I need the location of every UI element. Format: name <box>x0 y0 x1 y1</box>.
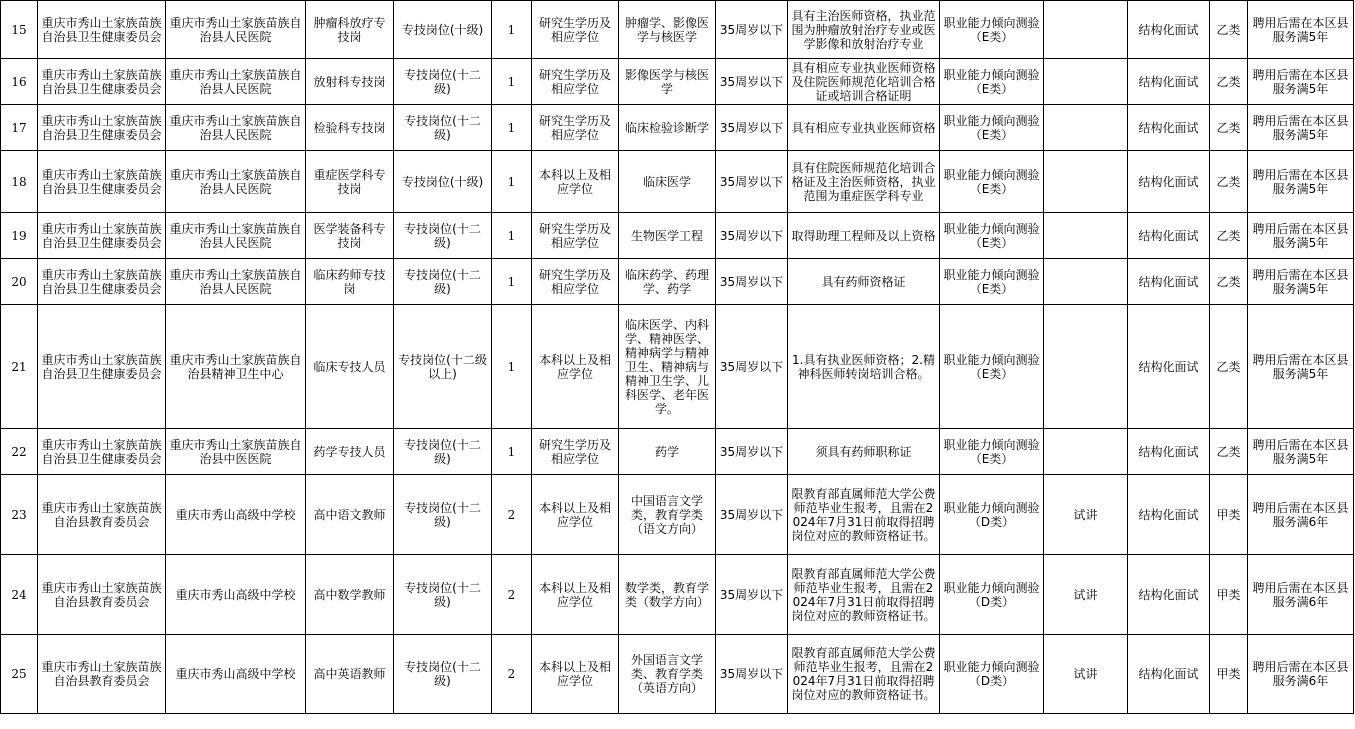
written-test-cell: 职业能力倾向测验（E类） <box>940 213 1044 259</box>
education-cell: 本科以上及相应学位 <box>532 635 619 714</box>
note-cell: 聘用后需在本区县服务满5年 <box>1248 305 1354 429</box>
post-type-cell: 专技岗位(十二级) <box>394 475 492 555</box>
department-cell: 重庆市秀山土家族苗族自治县卫生健康委员会 <box>38 59 166 105</box>
interview-cell: 结构化面试 <box>1128 1 1210 59</box>
row-number: 15 <box>1 1 38 59</box>
table-body <box>1 1 1354 714</box>
requirements-cell: 具有住院医师规范化培训合格证及主治医师资格，执业范围为重症医学科专业 <box>788 151 940 213</box>
unit-cell: 重庆市秀山高级中学校 <box>166 555 306 635</box>
post-name-cell: 临床药师专技岗 <box>306 259 394 305</box>
requirements-cell: 限教育部直属师范大学公费师范毕业生报考，且需在2024年7月31日前取得招聘岗位对应的教师资格证书。 <box>788 475 940 555</box>
post-type-cell: 专技岗位(十二级以上) <box>394 305 492 429</box>
post-type-cell: 专技岗位(十二级) <box>394 259 492 305</box>
requirements-cell: 具有相应专业执业医师资格 <box>788 105 940 151</box>
major-cell: 临床检验诊断学 <box>619 105 716 151</box>
post-name-cell: 放射科专技岗 <box>306 59 394 105</box>
education-cell: 本科以上及相应学位 <box>532 475 619 555</box>
category-cell: 乙类 <box>1210 1 1248 59</box>
row-number: 16 <box>1 59 38 105</box>
requirements-cell: 具有药师资格证 <box>788 259 940 305</box>
age-cell: 35周岁以下 <box>716 429 788 475</box>
education-cell: 研究生学历及相应学位 <box>532 1 619 59</box>
post-type-cell: 专技岗位(十二级) <box>394 555 492 635</box>
department-cell: 重庆市秀山土家族苗族自治县卫生健康委员会 <box>38 305 166 429</box>
row-number: 21 <box>1 305 38 429</box>
headcount-cell: 1 <box>492 305 532 429</box>
category-cell: 乙类 <box>1210 151 1248 213</box>
unit-cell: 重庆市秀山高级中学校 <box>166 635 306 714</box>
headcount-cell: 1 <box>492 1 532 59</box>
row-number: 17 <box>1 105 38 151</box>
education-cell: 研究生学历及相应学位 <box>532 105 619 151</box>
department-cell: 重庆市秀山土家族苗族自治县教育委员会 <box>38 635 166 714</box>
unit-cell: 重庆市秀山土家族苗族自治县中医医院 <box>166 429 306 475</box>
headcount-cell: 1 <box>492 59 532 105</box>
note-cell: 聘用后需在本区县服务满6年 <box>1248 635 1354 714</box>
unit-cell: 重庆市秀山高级中学校 <box>166 475 306 555</box>
education-cell: 本科以上及相应学位 <box>532 305 619 429</box>
major-cell: 临床药学、药理学、药学 <box>619 259 716 305</box>
table-row <box>1 429 1354 475</box>
post-name-cell: 高中数学教师 <box>306 555 394 635</box>
note-cell: 聘用后需在本区县服务满5年 <box>1248 1 1354 59</box>
row-number: 20 <box>1 259 38 305</box>
requirements-cell: 1.具有执业医师资格；2.精神科医师转岗培训合格。 <box>788 305 940 429</box>
department-cell: 重庆市秀山土家族苗族自治县教育委员会 <box>38 555 166 635</box>
education-cell: 研究生学历及相应学位 <box>532 59 619 105</box>
education-cell: 研究生学历及相应学位 <box>532 429 619 475</box>
skill-test-cell <box>1044 305 1128 429</box>
post-name-cell: 重症医学科专技岗 <box>306 151 394 213</box>
headcount-cell: 2 <box>492 475 532 555</box>
row-number: 25 <box>1 635 38 714</box>
age-cell: 35周岁以下 <box>716 259 788 305</box>
department-cell: 重庆市秀山土家族苗族自治县卫生健康委员会 <box>38 105 166 151</box>
headcount-cell: 1 <box>492 429 532 475</box>
age-cell: 35周岁以下 <box>716 213 788 259</box>
interview-cell: 结构化面试 <box>1128 59 1210 105</box>
interview-cell: 结构化面试 <box>1128 475 1210 555</box>
skill-test-cell <box>1044 429 1128 475</box>
table-row <box>1 305 1354 429</box>
category-cell: 甲类 <box>1210 555 1248 635</box>
education-cell: 本科以上及相应学位 <box>532 555 619 635</box>
row-number: 23 <box>1 475 38 555</box>
skill-test-cell <box>1044 213 1128 259</box>
age-cell: 35周岁以下 <box>716 635 788 714</box>
headcount-cell: 1 <box>492 105 532 151</box>
written-test-cell: 职业能力倾向测验（E类） <box>940 429 1044 475</box>
department-cell: 重庆市秀山土家族苗族自治县教育委员会 <box>38 475 166 555</box>
skill-test-cell: 试讲 <box>1044 635 1128 714</box>
row-number: 22 <box>1 429 38 475</box>
post-type-cell: 专技岗位(十二级) <box>394 59 492 105</box>
unit-cell: 重庆市秀山土家族苗族自治县人民医院 <box>166 59 306 105</box>
written-test-cell: 职业能力倾向测验（D类） <box>940 555 1044 635</box>
table-row <box>1 1 1354 59</box>
interview-cell: 结构化面试 <box>1128 259 1210 305</box>
major-cell: 生物医学工程 <box>619 213 716 259</box>
education-cell: 本科以上及相应学位 <box>532 151 619 213</box>
age-cell: 35周岁以下 <box>716 475 788 555</box>
department-cell: 重庆市秀山土家族苗族自治县卫生健康委员会 <box>38 1 166 59</box>
major-cell: 药学 <box>619 429 716 475</box>
age-cell: 35周岁以下 <box>716 105 788 151</box>
skill-test-cell <box>1044 259 1128 305</box>
interview-cell: 结构化面试 <box>1128 151 1210 213</box>
post-type-cell: 专技岗位(十级) <box>394 151 492 213</box>
note-cell: 聘用后需在本区县服务满5年 <box>1248 105 1354 151</box>
education-cell: 研究生学历及相应学位 <box>532 213 619 259</box>
headcount-cell: 2 <box>492 555 532 635</box>
unit-cell: 重庆市秀山土家族苗族自治县人民医院 <box>166 1 306 59</box>
post-type-cell: 专技岗位(十二级) <box>394 213 492 259</box>
table-row <box>1 475 1354 555</box>
interview-cell: 结构化面试 <box>1128 213 1210 259</box>
unit-cell: 重庆市秀山土家族苗族自治县人民医院 <box>166 213 306 259</box>
written-test-cell: 职业能力倾向测验（D类） <box>940 475 1044 555</box>
written-test-cell: 职业能力倾向测验（E类） <box>940 305 1044 429</box>
written-test-cell: 职业能力倾向测验（E类） <box>940 105 1044 151</box>
unit-cell: 重庆市秀山土家族苗族自治县人民医院 <box>166 151 306 213</box>
headcount-cell: 2 <box>492 635 532 714</box>
unit-cell: 重庆市秀山土家族苗族自治县精神卫生中心 <box>166 305 306 429</box>
table-row <box>1 105 1354 151</box>
note-cell: 聘用后需在本区县服务满5年 <box>1248 429 1354 475</box>
headcount-cell: 1 <box>492 259 532 305</box>
note-cell: 聘用后需在本区县服务满5年 <box>1248 59 1354 105</box>
education-cell: 研究生学历及相应学位 <box>532 259 619 305</box>
interview-cell: 结构化面试 <box>1128 555 1210 635</box>
skill-test-cell: 试讲 <box>1044 555 1128 635</box>
category-cell: 乙类 <box>1210 59 1248 105</box>
written-test-cell: 职业能力倾向测验（E类） <box>940 1 1044 59</box>
post-name-cell: 药学专技人员 <box>306 429 394 475</box>
age-cell: 35周岁以下 <box>716 305 788 429</box>
department-cell: 重庆市秀山土家族苗族自治县卫生健康委员会 <box>38 429 166 475</box>
major-cell: 影像医学与核医学 <box>619 59 716 105</box>
note-cell: 聘用后需在本区县服务满6年 <box>1248 555 1354 635</box>
post-type-cell: 专技岗位(十级) <box>394 1 492 59</box>
department-cell: 重庆市秀山土家族苗族自治县卫生健康委员会 <box>38 259 166 305</box>
requirements-cell: 限教育部直属师范大学公费师范毕业生报考，且需在2024年7月31日前取得招聘岗位对应的教师资格证书。 <box>788 555 940 635</box>
post-name-cell: 高中语文教师 <box>306 475 394 555</box>
headcount-cell: 1 <box>492 213 532 259</box>
department-cell: 重庆市秀山土家族苗族自治县卫生健康委员会 <box>38 151 166 213</box>
note-cell: 聘用后需在本区县服务满5年 <box>1248 213 1354 259</box>
age-cell: 35周岁以下 <box>716 59 788 105</box>
post-name-cell: 临床专技人员 <box>306 305 394 429</box>
note-cell: 聘用后需在本区县服务满5年 <box>1248 259 1354 305</box>
major-cell: 数学类，教育学类（数学方向） <box>619 555 716 635</box>
requirements-cell: 取得助理工程师及以上资格 <box>788 213 940 259</box>
interview-cell: 结构化面试 <box>1128 429 1210 475</box>
requirements-cell: 具有相应专业执业医师资格及住院医师规范化培训合格证或培训合格证明 <box>788 59 940 105</box>
category-cell: 甲类 <box>1210 635 1248 714</box>
note-cell: 聘用后需在本区县服务满6年 <box>1248 475 1354 555</box>
category-cell: 乙类 <box>1210 213 1248 259</box>
row-number: 24 <box>1 555 38 635</box>
table-row <box>1 555 1354 635</box>
major-cell: 临床医学、内科学、精神医学、精神病学与精神卫生、精神病与精神卫生学、儿科医学、老年医学。 <box>619 305 716 429</box>
row-number: 18 <box>1 151 38 213</box>
table-row <box>1 213 1354 259</box>
written-test-cell: 职业能力倾向测验（E类） <box>940 59 1044 105</box>
skill-test-cell <box>1044 151 1128 213</box>
skill-test-cell <box>1044 105 1128 151</box>
major-cell: 外国语言文学类、教育学类（英语方向） <box>619 635 716 714</box>
skill-test-cell <box>1044 1 1128 59</box>
table-row <box>1 151 1354 213</box>
table-row <box>1 635 1354 714</box>
row-number: 19 <box>1 213 38 259</box>
table-row <box>1 259 1354 305</box>
written-test-cell: 职业能力倾向测验（D类） <box>940 635 1044 714</box>
requirements-cell: 限教育部直属师范大学公费师范毕业生报考，且需在2024年7月31日前取得招聘岗位对应的教师资格证书。 <box>788 635 940 714</box>
age-cell: 35周岁以下 <box>716 555 788 635</box>
post-name-cell: 高中英语教师 <box>306 635 394 714</box>
major-cell: 中国语言文学类，教育学类（语文方向） <box>619 475 716 555</box>
category-cell: 乙类 <box>1210 429 1248 475</box>
category-cell: 乙类 <box>1210 259 1248 305</box>
requirements-cell: 须具有药师职称证 <box>788 429 940 475</box>
age-cell: 35周岁以下 <box>716 151 788 213</box>
requirements-cell: 具有主治医师资格，执业范围为肿瘤放射治疗专业或医学影像和放射治疗专业 <box>788 1 940 59</box>
category-cell: 甲类 <box>1210 475 1248 555</box>
interview-cell: 结构化面试 <box>1128 305 1210 429</box>
interview-cell: 结构化面试 <box>1128 105 1210 151</box>
skill-test-cell <box>1044 59 1128 105</box>
skill-test-cell: 试讲 <box>1044 475 1128 555</box>
written-test-cell: 职业能力倾向测验（E类） <box>940 259 1044 305</box>
post-type-cell: 专技岗位(十二级) <box>394 429 492 475</box>
major-cell: 临床医学 <box>619 151 716 213</box>
written-test-cell: 职业能力倾向测验（E类） <box>940 151 1044 213</box>
post-name-cell: 肿瘤科放疗专技岗 <box>306 1 394 59</box>
post-name-cell: 医学装备科专技岗 <box>306 213 394 259</box>
unit-cell: 重庆市秀山土家族苗族自治县人民医院 <box>166 259 306 305</box>
post-type-cell: 专技岗位(十二级) <box>394 105 492 151</box>
interview-cell: 结构化面试 <box>1128 635 1210 714</box>
age-cell: 35周岁以下 <box>716 1 788 59</box>
unit-cell: 重庆市秀山土家族苗族自治县人民医院 <box>166 105 306 151</box>
major-cell: 肿瘤学、影像医学与核医学 <box>619 1 716 59</box>
category-cell: 乙类 <box>1210 305 1248 429</box>
note-cell: 聘用后需在本区县服务满5年 <box>1248 151 1354 213</box>
post-type-cell: 专技岗位(十二级) <box>394 635 492 714</box>
post-name-cell: 检验科专技岗 <box>306 105 394 151</box>
headcount-cell: 1 <box>492 151 532 213</box>
table-row <box>1 59 1354 105</box>
category-cell: 乙类 <box>1210 105 1248 151</box>
department-cell: 重庆市秀山土家族苗族自治县卫生健康委员会 <box>38 213 166 259</box>
